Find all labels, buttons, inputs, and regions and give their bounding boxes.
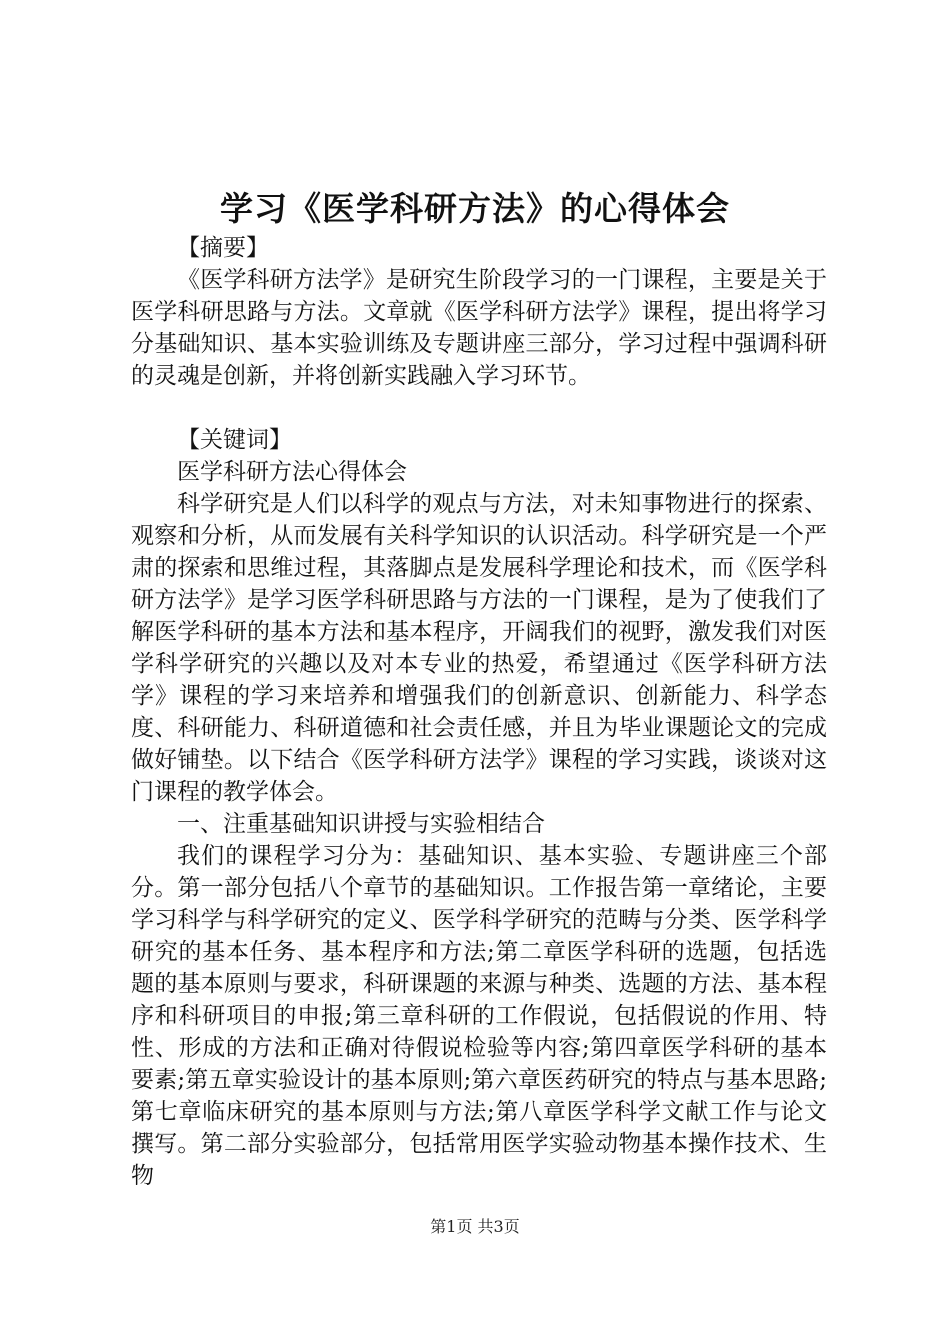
abstract-text: 《医学科研方法学》是研究生阶段学习的一门课程，主要是关于医学科研思路与方法。文章就《医学科研方法学》课程，提出将学习分基础知识、基本实验训练及专题讲座三部分，学习过程中强调科研的灵魂是创新，并将创新实践融入学习环节。	[131, 267, 827, 389]
keywords-label: 【关键词】	[177, 427, 292, 453]
page-footer: 第1页 共3页	[430, 1217, 520, 1236]
paragraph-gap	[131, 392, 827, 424]
abstract-label: 【摘要】	[177, 235, 269, 261]
page-title: 学习《医学科研方法》的心得体会	[220, 189, 730, 228]
section-heading: 一、注重基础知识讲授与实验相结合	[177, 811, 545, 837]
intro-paragraph: 科学研究是人们以科学的观点与方法，对未知事物进行的探索、观察和分析，从而发展有关科学知识的认识活动。科学研究是一个严肃的探索和思维过程，其落脚点是发展科学理论和技术，而《医学科研方法学》是学习医学科研思路与方法的一门课程，是为了使我们了解医学科研的基本方法和基本程序，开阔我们的视野，激发我们对医学科学研究的兴趣以及对本专业的热爱，希望通过《医学科研方法学》课程的学习来培养和增强我们的创新意识、创新能力、科学态度、科研能力、科研道德和社会责任感，并且为毕业课题论文的完成做好铺垫。以下结合《医学科研方法学》课程的学习实践，谈谈对这门课程的教学体会。	[131, 491, 827, 805]
keywords-text: 医学科研方法心得体会	[177, 459, 407, 485]
document-body	[131, 232, 827, 1192]
section-paragraph: 我们的课程学习分为：基础知识、基本实验、专题讲座三个部分。第一部分包括八个章节的基础知识。工作报告第一章绪论，主要学习科学与科学研究的定义、医学科学研究的范畴与分类、医学科学研究的基本任务、基本程序和方法;第二章医学科研的选题，包括选题的基本原则与要求，科研课题的来源与种类、选题的方法、基本程序和科研项目的申报;第三章科研的工作假说，包括假说的作用、特性、形成的方法和正确对待假说检验等内容;第四章医学科研的基本要素;第五章实验设计的基本原则;第六章医药研究的特点与基本思路;第七章临床研究的基本原则与方法;第八章医学科学文献工作与论文撰写。第二部分实验部分，包括常用医学实验动物基本操作技术、生物	[131, 843, 827, 1189]
